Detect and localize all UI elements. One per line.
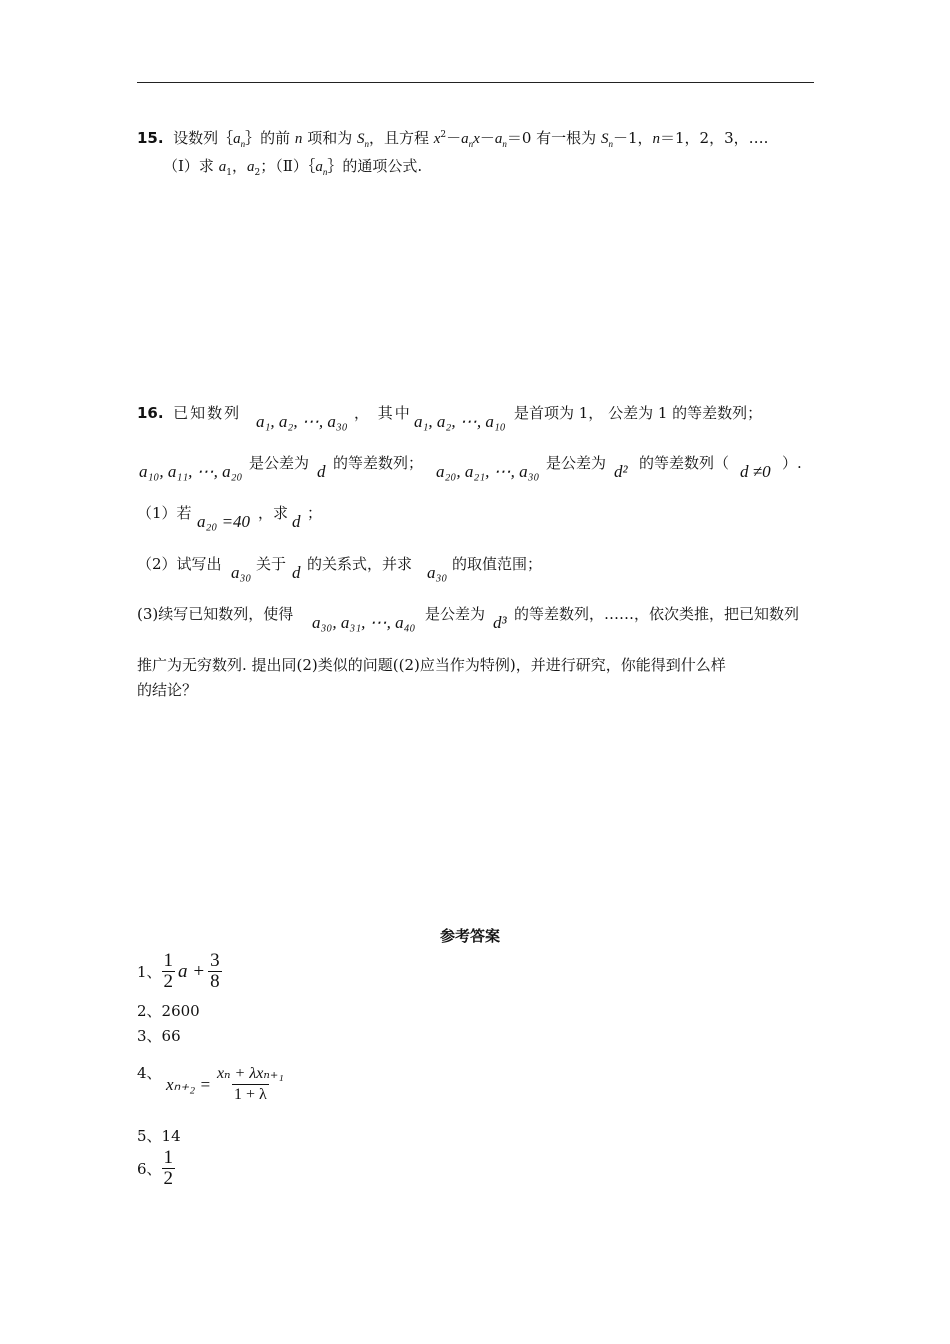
var-d: d [317,462,326,481]
answers-title: 参考答案 [440,927,501,945]
sequence-a1-a30: a₁, a₂, ⋯, a₃₀ [256,412,348,431]
answer-6: 6、 $\frac{1}{2}$ [137,1147,174,1189]
header-rule [137,82,814,83]
question-number: 15. [137,129,164,147]
question-15-line-1: 15. 设数列$\{a_n\}$的前 n 项和为 $S_n$，且方程 $x^2-a_nx-a_n=0$ 有一根为 $S_n-1$，n＝1，2，3，…. [137,129,769,149]
sequence-a20-a30: a₂₀, a₂₁, ⋯, a₃₀ [436,462,540,481]
question-number: 16. [137,404,164,422]
question-15-line-2: （Ⅰ）求 $a_1$，$a_2$；$(Ⅱ)\{a_n\}$的通项公式. [163,157,423,178]
fraction-recurrence: $\frac{\text{xₙ + λxₙ₊₁}}{1 + \lambda}$ [216,1065,284,1103]
sequence-a10-a20: a₁₀, a₁₁, ⋯, a₂₀ [139,462,243,481]
condition-d-nonzero: d ≠0 [740,462,771,481]
answer-2: 2、2600 [137,1002,200,1020]
answer-4: xₙ₊₂ = $\frac{\text{xₙ + λxₙ₊₁}}{1 + \lambda}$ [166,1065,284,1103]
fraction-half: $\frac{1}{2}$ [163,1147,174,1189]
question-16-line-1: 16. 已知数列 [137,404,242,422]
var-d-squared: d² [614,462,628,481]
var-d-cubed: d³ [493,613,507,632]
fraction-three-eighths: $\frac{3}{8}$ [210,950,220,992]
equation-a20-40: a₂₀ =40 [197,512,251,531]
answer-4-label: 4、 [137,1064,162,1082]
sequence-a30-a40: a₃₀, a₃₁, ⋯, a₄₀ [312,613,416,632]
answer-5: 5、14 [137,1127,181,1145]
sequence-a1-a10: a₁, a₂, ⋯, a₁₀ [414,412,506,431]
fraction-half: $\frac{1}{2}$ [163,950,174,992]
answer-3: 3、66 [137,1027,181,1045]
answer-1: 1、 $\frac{1}{2}$ a + $\frac{3}{8}$ [137,950,220,992]
